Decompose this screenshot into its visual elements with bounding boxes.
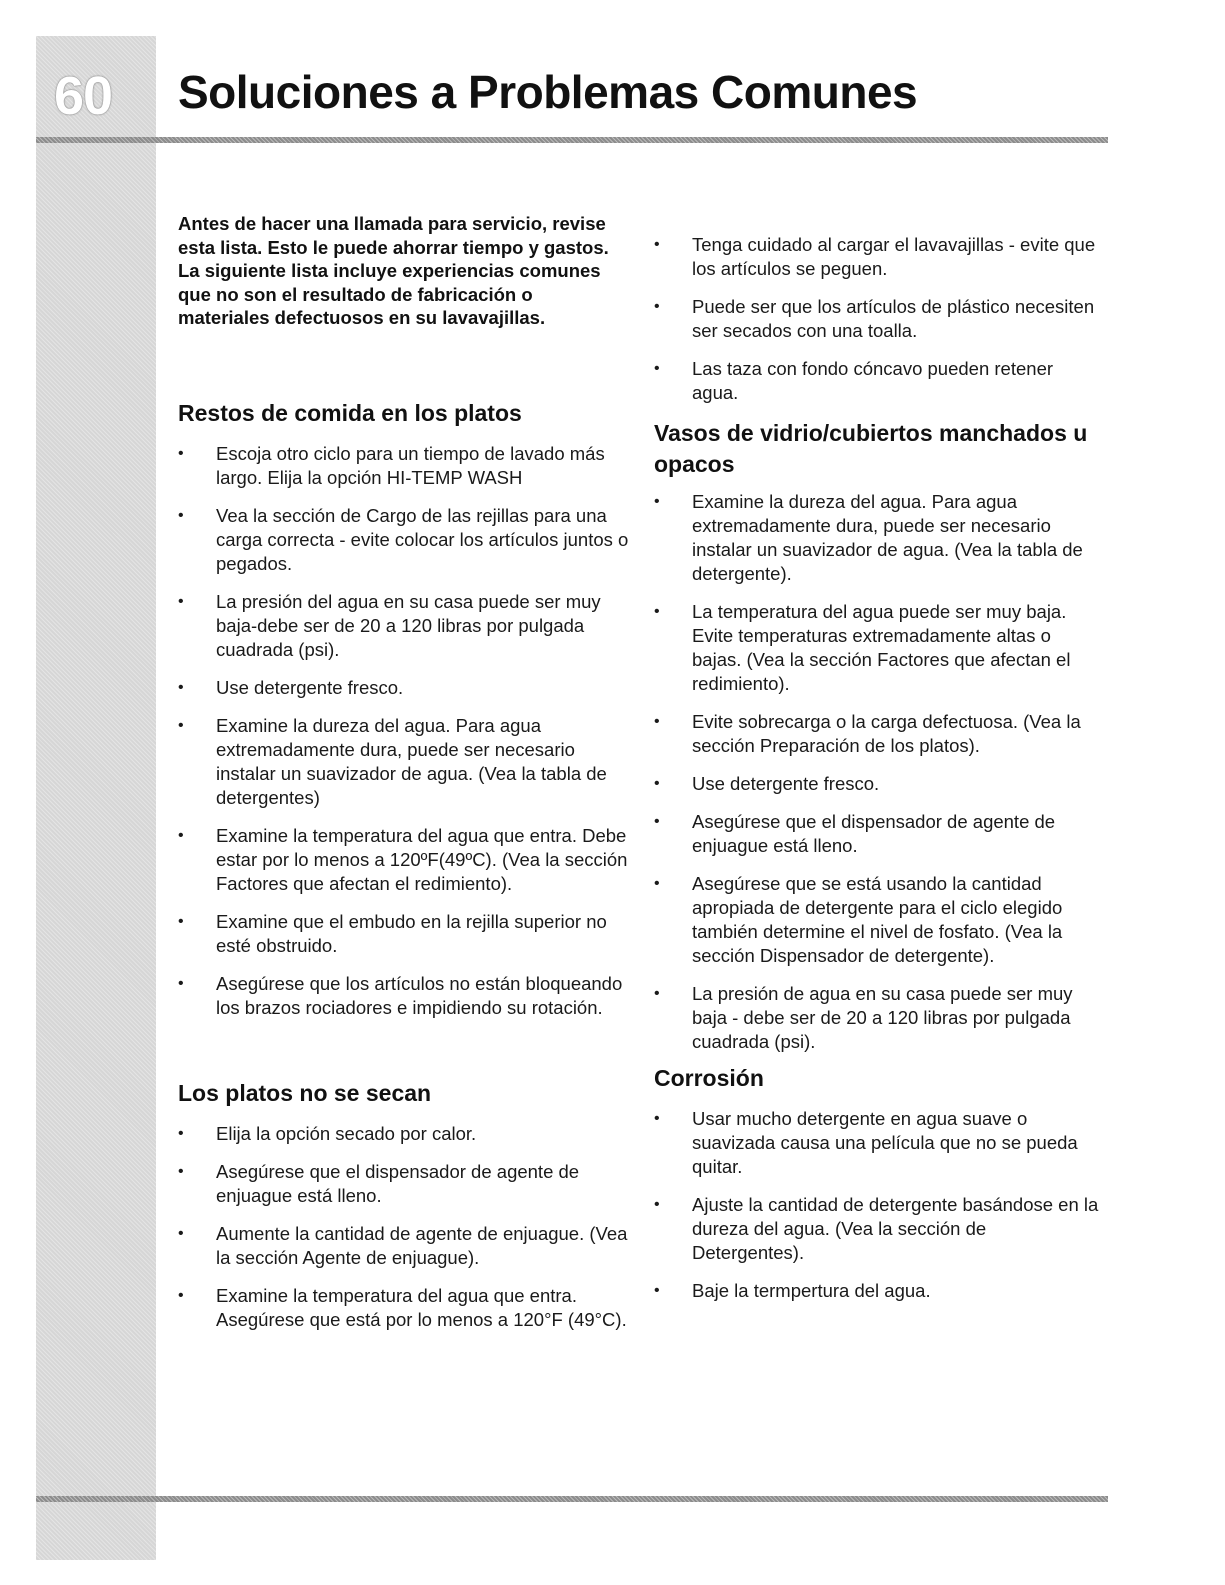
- list-item: • Examine que el embudo en la rejilla superior no esté obstruido.: [178, 911, 607, 956]
- bullet-icon: •: [654, 813, 660, 830]
- list-item: • Baje la termpertura del agua.: [654, 1280, 931, 1301]
- bullet-icon: •: [178, 1163, 184, 1180]
- list-item: • Asegúrese que se está usando la cantidad apropiada de detergente para el ciclo elegido también determine el nivel de fosfato. (Vea la sección Dispensador de detergente).: [654, 873, 1063, 966]
- list-item: • Asegúrese que los artículos no están bloqueando los brazos rociadores e impidiendo su rotación.: [178, 973, 623, 1018]
- list-item: • Examine la dureza del agua. Para agua extremadamente dura, puede ser necesario instalar un suavizador de agua. (Vea la tabla de detergentes): [178, 715, 607, 808]
- list-item: • Examine la temperatura del agua que entra. Asegúrese que está por lo menos a 120°F (49°C).: [178, 1285, 627, 1330]
- bullet-icon: •: [654, 713, 660, 730]
- list-item: • Ajuste la cantidad de detergente basándose en la dureza del agua. (Vea la sección de Detergentes).: [654, 1194, 1099, 1263]
- list-item: • La presión del agua en su casa puede ser muy baja-debe ser de 20 a 120 libras por pulgada cuadrada (psi).: [178, 591, 601, 660]
- bullet-icon: •: [654, 493, 660, 510]
- section-heading-corrosion: Corrosión: [654, 1065, 764, 1091]
- bullet-icon: •: [178, 1125, 184, 1142]
- bullet-icon: •: [654, 775, 660, 792]
- bullet-icon: •: [178, 1225, 184, 1242]
- list-item: • Elija la opción secado por calor.: [178, 1123, 477, 1144]
- bullet-icon: •: [654, 603, 660, 620]
- list-item: • Aumente la cantidad de agente de enjuague. (Vea la sección Agente de enjuague).: [178, 1223, 628, 1268]
- list-item: • Asegúrese que el dispensador de agente de enjuague está lleno.: [654, 811, 1056, 856]
- bullet-icon: •: [178, 593, 184, 610]
- bullet-list-glass: [654, 490, 1102, 1068]
- bullet-icon: •: [654, 236, 660, 253]
- page-title: Soluciones a Problemas Comunes: [178, 66, 918, 118]
- bullet-icon: •: [178, 445, 184, 462]
- list-item: • Tenga cuidado al cargar el lavavajillas - evite que los artículos se peguen.: [654, 234, 1096, 279]
- bullet-list-dry: [178, 1122, 633, 1346]
- side-strip: [36, 36, 156, 1560]
- list-item: • Examine la temperatura del agua que entra. Debe estar por lo menos a 120ºF(49ºC). (Vea la sección Factores que afectan el redimiento).: [178, 825, 628, 894]
- bullet-icon: •: [178, 913, 184, 930]
- section-heading-glass: Vasos de vidrio/cubiertos manchados u opacos: [654, 420, 1088, 477]
- bullet-icon: •: [178, 1287, 184, 1304]
- list-item: • La presión de agua en su casa puede ser muy baja - debe ser de 20 a 120 libras por pulgada cuadrada (psi).: [654, 983, 1073, 1052]
- list-item: • Vea la sección de Cargo de las rejillas para una carga correcta - evite colocar los artículos juntos o pegados.: [178, 505, 629, 574]
- bullet-icon: •: [654, 1196, 660, 1213]
- list-item: • Asegúrese que el dispensador de agente de enjuague está lleno.: [178, 1161, 580, 1206]
- list-item: • Use detergente fresco.: [178, 677, 404, 698]
- bullet-icon: •: [654, 1110, 660, 1127]
- page-number: 60: [54, 66, 113, 126]
- list-item: • Las taza con fondo cóncavo pueden retener agua.: [654, 358, 1054, 403]
- section-heading-food: Restos de comida en los platos: [178, 400, 522, 426]
- bullet-icon: •: [654, 875, 660, 892]
- list-item: • La temperatura del agua puede ser muy baja. Evite temperaturas extremadamente altas o bajas. (Vea la sección Factores que afectan el redimiento).: [654, 601, 1071, 694]
- bullet-icon: •: [178, 827, 184, 844]
- bullet-icon: •: [654, 1282, 660, 1299]
- header-rule: [36, 137, 1108, 143]
- list-item: • Escoja otro ciclo para un tiempo de lavado más largo. Elija la opción HI-TEMP WASH: [178, 443, 605, 488]
- list-item: • Puede ser que los artículos de plástico necesiten ser secados con una toalla.: [654, 296, 1095, 341]
- list-item: • Usar mucho detergente en agua suave o suavizada causa una película que no se pueda quitar.: [654, 1108, 1078, 1177]
- bullet-icon: •: [178, 975, 184, 992]
- bullet-list-food: [178, 442, 633, 1034]
- bullet-icon: •: [178, 717, 184, 734]
- list-item: • Evite sobrecarga o la carga defectuosa. (Vea la sección Preparación de los platos).: [654, 711, 1081, 756]
- bullet-list-corrosion: [654, 1107, 1102, 1317]
- bullet-icon: •: [654, 298, 660, 315]
- list-item: • Examine la dureza del agua. Para agua extremadamente dura, puede ser necesario instalar un suavizador de agua. (Vea la tabla de detergente).: [654, 491, 1083, 584]
- list-item: • Use detergente fresco.: [654, 773, 880, 794]
- bullet-icon: •: [654, 985, 660, 1002]
- bullet-icon: •: [178, 507, 184, 524]
- bullet-icon: •: [654, 360, 660, 377]
- bullet-icon: •: [178, 679, 184, 696]
- footer-rule: [36, 1496, 1108, 1502]
- bullet-list-dry-continued: [654, 233, 1102, 419]
- intro-text: Antes de hacer una llamada para servicio, revise esta lista. Esto le puede ahorrar tiempo y gastos. La siguiente lista incluye experiencias comunes que no son el resultado de fabricación o materiales defectuosos en su lavavajillas.: [178, 213, 609, 328]
- section-heading-dry: Los platos no se secan: [178, 1080, 432, 1106]
